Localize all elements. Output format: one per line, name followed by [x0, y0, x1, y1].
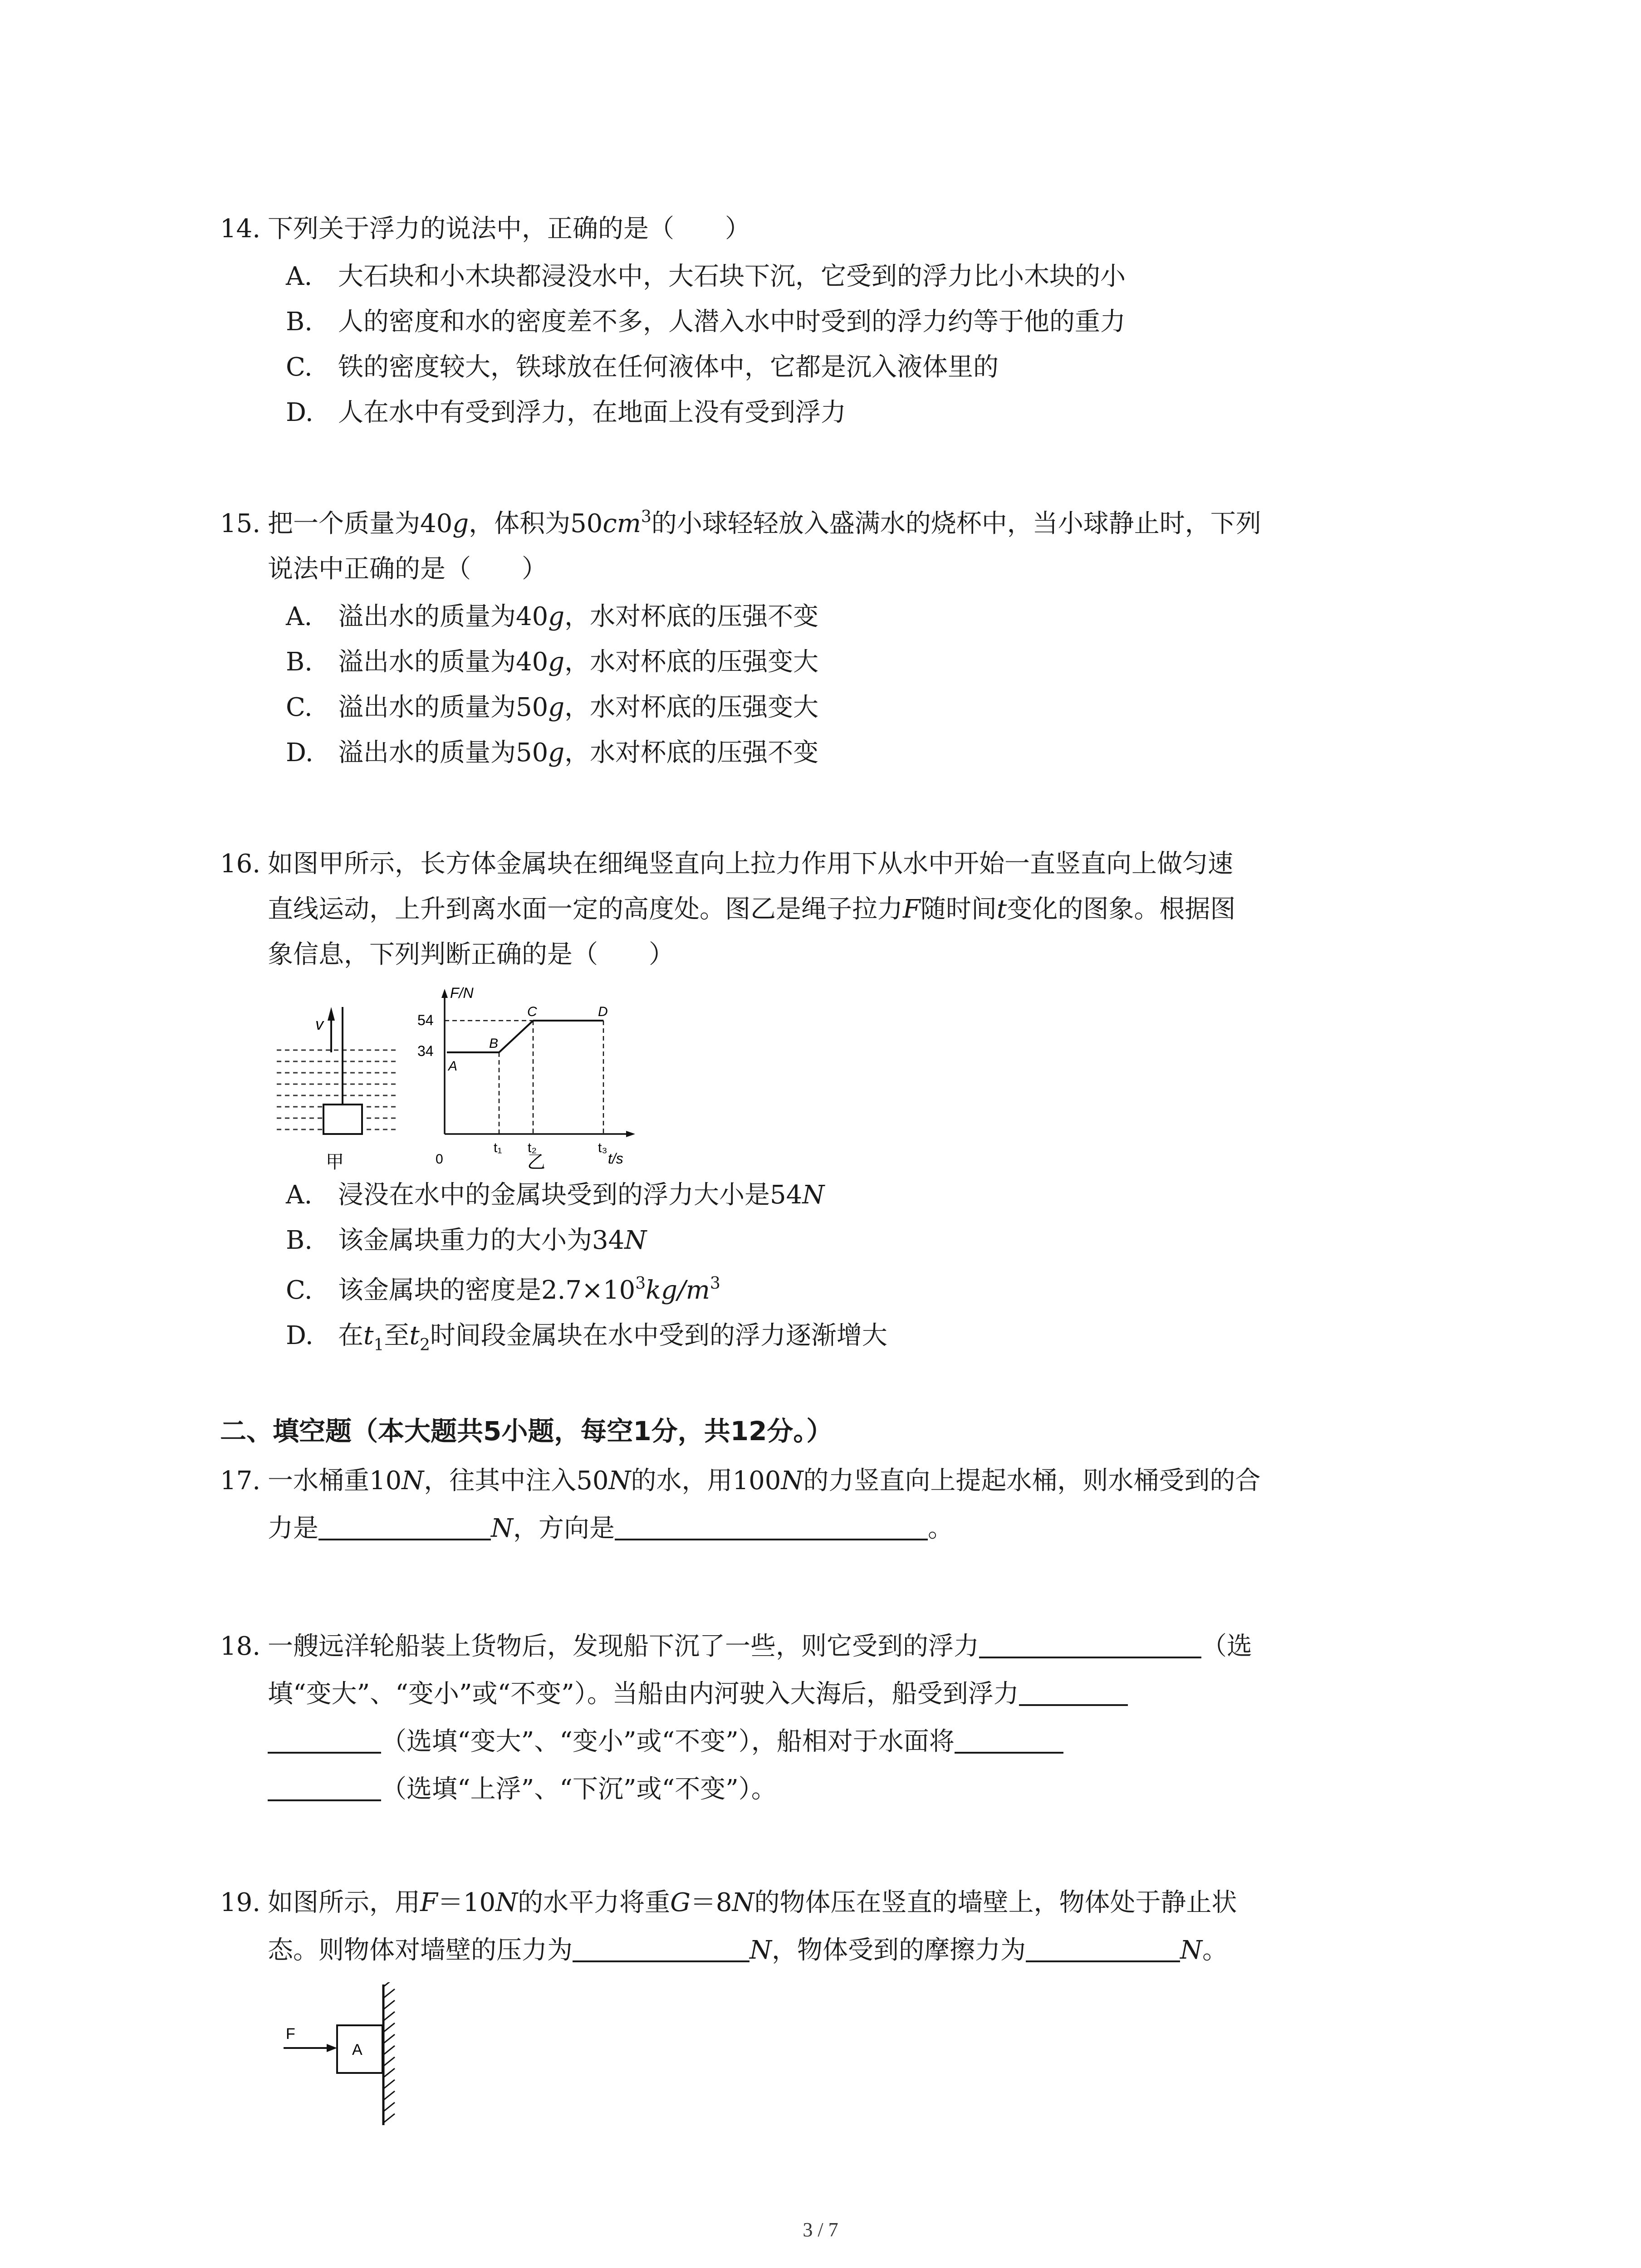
q18-stem [220, 1626, 1252, 1667]
q17-unit: N [608, 1466, 631, 1496]
q18-text: 一艘远洋轮船装上货物后，发现船下沉了一些，则它受到的浮力 [268, 1632, 979, 1661]
q17-text: 一水桶重 [268, 1466, 369, 1496]
point-label-b: B [489, 1036, 499, 1051]
option-subscript: 2 [419, 1336, 430, 1354]
q15-mass: 40 [420, 509, 453, 538]
q16-stem [220, 844, 1233, 885]
figure-yi-label: 乙 [527, 1152, 545, 1170]
wall-hatch [383, 1982, 395, 2123]
q15-mass-unit: g [452, 509, 469, 538]
q19-unit: N [495, 1888, 518, 1917]
option-letter: A. [286, 602, 313, 631]
option-text: 至 [384, 1321, 410, 1350]
q18-answer-blank-1[interactable] [979, 1629, 1201, 1658]
option-text: ，水对杯底的压强不变 [564, 602, 819, 631]
x-axis-label: t/s [608, 1150, 623, 1167]
option-unit-exponent: 3 [710, 1274, 720, 1293]
q16-var-t: t [996, 894, 1007, 924]
q18-line2 [268, 1674, 1128, 1715]
option-value: 50 [516, 738, 549, 767]
q15-option-a [286, 596, 818, 637]
q17-value: 10 [369, 1466, 402, 1496]
option-value: 2.7×10 [541, 1276, 636, 1305]
q19-stem [220, 1882, 1237, 1923]
option-text: 溢出水的质量为 [338, 602, 516, 631]
q14-option-a [286, 256, 1126, 297]
q19-unit: N [749, 1936, 772, 1965]
option-letter: B. [286, 647, 313, 677]
q16-stem-line2 [268, 889, 1235, 930]
q16-stem-part: 随时间 [920, 894, 997, 924]
option-letter: C. [286, 1276, 313, 1305]
option-text: 该金属块重力的大小为 [338, 1226, 592, 1255]
option-value: 40 [516, 602, 549, 631]
q19-value: ＝10 [437, 1888, 496, 1917]
option-unit: kg/m [646, 1276, 710, 1305]
option-unit: g [548, 693, 565, 722]
metal-block [323, 1105, 362, 1134]
option-letter: B. [286, 307, 313, 337]
option-text: 该金属块的密度是 [338, 1276, 541, 1305]
option-value: 34 [592, 1226, 625, 1255]
y-tick-label: 54 [417, 1012, 434, 1028]
q19-answer-blank-2[interactable] [1026, 1933, 1180, 1962]
q19-line2 [268, 1930, 1228, 1971]
q16-series [447, 1021, 603, 1052]
q17-unit: N [402, 1466, 424, 1496]
q17-stem [220, 1461, 1260, 1501]
q19-text: 的物体压在竖直的墙壁上，物体处于静止状 [754, 1888, 1237, 1917]
q16-figure-yi [408, 980, 644, 1170]
q18-text: （选 [1201, 1632, 1252, 1661]
q14-number: 14. [220, 214, 261, 244]
q16-var-f: F [903, 894, 921, 924]
option-text: 人的密度和水的密度差不多，人潜入水中时受到的浮力约等于他的重力 [338, 307, 1126, 337]
y-axis-label: F/N [450, 985, 474, 1001]
q14-stem-text: 下列关于浮力的说法中，正确的是（ ） [268, 214, 750, 244]
x-tick-label: t₂ [528, 1140, 537, 1155]
y-axis-arrow-icon [441, 989, 448, 998]
q15-number: 15. [220, 509, 261, 538]
q19-answer-blank-1[interactable] [573, 1933, 749, 1962]
q15-stem-part: 把一个质量为 [268, 509, 420, 538]
q17-value: 50 [576, 1466, 609, 1496]
q17-unit: N [491, 1514, 513, 1543]
option-var: t [363, 1321, 374, 1350]
q18-answer-blank-3[interactable] [955, 1725, 1063, 1754]
point-label-a: A [448, 1059, 458, 1074]
q19-number: 19. [220, 1888, 261, 1917]
q17-value: 100 [732, 1466, 781, 1496]
q16-number: 16. [220, 849, 261, 879]
origin-label: 0 [436, 1152, 443, 1167]
q17-text: 。 [928, 1514, 953, 1543]
option-text: 铁的密度较大，铁球放在任何液体中，它都是沉入液体里的 [338, 352, 999, 382]
point-label-c: C [527, 1004, 537, 1019]
q15-stem [220, 503, 1261, 544]
option-unit: g [548, 738, 565, 767]
q15-option-c [286, 687, 818, 728]
q15-volume-exp: 3 [641, 508, 652, 526]
q19-var-f: F [420, 1888, 438, 1917]
option-text: ，水对杯底的压强变大 [564, 647, 819, 677]
q18-text: 填“变大”、“变小”或“不变”）。当船由内河驶入大海后，船受到浮力 [268, 1679, 1019, 1709]
x-tick-label: t₁ [494, 1140, 502, 1155]
q19-text: 态。则物体对墙壁的压力为 [268, 1936, 573, 1965]
option-letter: D. [286, 398, 314, 427]
option-text: ，水对杯底的压强变大 [564, 693, 819, 722]
q18-answer-blank-2[interactable] [1019, 1677, 1128, 1706]
q18-number: 18. [220, 1632, 261, 1661]
option-text: 溢出水的质量为 [338, 693, 516, 722]
option-letter: B. [286, 1226, 313, 1255]
q16-stem-line1: 如图甲所示，长方体金属块在细绳竖直向上拉力作用下从水中开始一直竖直向上做匀速 [268, 849, 1233, 879]
q17-number: 17. [220, 1466, 261, 1496]
option-unit: g [548, 647, 565, 677]
block-label: A [352, 2041, 362, 2058]
series-segment [499, 1021, 533, 1052]
x-axis-arrow-icon [626, 1131, 635, 1137]
q15-option-b [286, 642, 818, 683]
q15-stem-part: ，体积为 [469, 509, 571, 538]
q19-value: ＝8 [690, 1888, 732, 1917]
option-text: 在 [338, 1321, 363, 1350]
q16-stem-part: 直线运动，上升到离水面一定的高度处。图乙是绳子拉力 [268, 894, 903, 924]
q16-option-c [286, 1270, 720, 1311]
q17-text: ，方向是 [513, 1514, 615, 1543]
option-text: 浸没在水中的金属块受到的浮力大小是 [338, 1180, 770, 1210]
option-exponent: 3 [635, 1274, 646, 1293]
q14-option-d [286, 392, 846, 433]
option-text: 溢出水的质量为 [338, 738, 516, 767]
q16-option-d [286, 1315, 887, 1356]
q18-answer-blank-2-cont[interactable] [268, 1725, 381, 1754]
velocity-label: v [315, 1015, 323, 1033]
q17-text: ，往其中注入 [424, 1466, 577, 1496]
q18-line3 [268, 1721, 1063, 1762]
option-text: 时间段金属块在水中受到的浮力逐渐增大 [430, 1321, 887, 1350]
option-text: 大石块和小木块都浸没水中，大石块下沉，它受到的浮力比小木块的小 [338, 262, 1126, 291]
option-letter: C. [286, 352, 313, 382]
option-value: 50 [516, 693, 549, 722]
option-subscript: 1 [373, 1336, 384, 1354]
option-letter: A. [286, 1180, 313, 1210]
option-letter: C. [286, 693, 313, 722]
option-value: 54 [770, 1180, 803, 1210]
option-letter: D. [286, 738, 314, 767]
section-title: 二、填空题（本大题共5小题，每空1分，共12分。） [220, 1416, 833, 1447]
option-unit: N [624, 1226, 647, 1255]
x-tick-label: t₃ [598, 1140, 607, 1155]
q19-figure [277, 1982, 404, 2127]
force-label: F [286, 2025, 295, 2043]
q16-stem-line3: 象信息，下列判断正确的是（ ） [268, 940, 674, 969]
y-tick-label: 34 [417, 1043, 434, 1059]
q19-text: 的水平力将重 [518, 1888, 671, 1917]
option-unit: N [802, 1180, 825, 1210]
q14-option-c [286, 347, 999, 388]
option-value: 40 [516, 647, 549, 677]
q15-option-d [286, 733, 818, 773]
option-text: ，水对杯底的压强不变 [564, 738, 819, 767]
q19-text: ，物体受到的摩擦力为 [772, 1936, 1026, 1965]
point-label-d: D [598, 1004, 608, 1019]
q14-stem [220, 209, 750, 249]
q17-line2 [268, 1508, 953, 1549]
option-unit: g [548, 602, 565, 631]
q17-text: 的水，用 [631, 1466, 733, 1496]
q15-stem-part: 的小球轻轻放入盛满水的烧杯中，当小球静止时，下列 [651, 509, 1261, 538]
q18-text: （选填“上浮”、“下沉”或“不变”）。 [381, 1774, 777, 1804]
option-var: t [409, 1321, 420, 1350]
q17-text: 力是 [268, 1514, 318, 1543]
q14-option-b [286, 302, 1126, 342]
option-text: 溢出水的质量为 [338, 647, 516, 677]
q15-volume-unit: cm [603, 509, 641, 538]
q16-stem-part: 变化的图象。根据图 [1007, 894, 1236, 924]
q16-option-b [286, 1220, 647, 1261]
q19-var-g: G [670, 1888, 691, 1917]
q18-text: （选填“变大”、“变小”或“不变”），船相对于水面将 [381, 1727, 955, 1756]
q15-volume: 50 [570, 509, 603, 538]
q17-answer-blank-2[interactable] [615, 1511, 928, 1540]
figure-jia-label: 甲 [326, 1152, 344, 1170]
q16-option-a [286, 1175, 824, 1216]
q19-text: 。 [1202, 1936, 1228, 1965]
q19-text: 如图所示，用 [268, 1888, 420, 1917]
option-letter: D. [286, 1321, 314, 1350]
page-number: 3 / 7 [803, 2219, 838, 2241]
q19-unit: N [1180, 1936, 1202, 1965]
option-letter: A. [286, 262, 313, 291]
q17-text: 的力竖直向上提起水桶，则水桶受到的合 [803, 1466, 1261, 1496]
q16-figure-jia [272, 998, 404, 1170]
q17-answer-blank-1[interactable] [318, 1511, 491, 1540]
q19-unit: N [732, 1888, 754, 1917]
option-text: 人在水中有受到浮力，在地面上没有受到浮力 [338, 398, 846, 427]
q18-answer-blank-3-cont[interactable] [268, 1772, 381, 1801]
force-arrow-head-icon [327, 2044, 337, 2052]
q18-line4 [268, 1769, 777, 1810]
q15-stem-line2: 说法中正确的是（ ） [268, 554, 547, 584]
q17-unit: N [781, 1466, 803, 1496]
